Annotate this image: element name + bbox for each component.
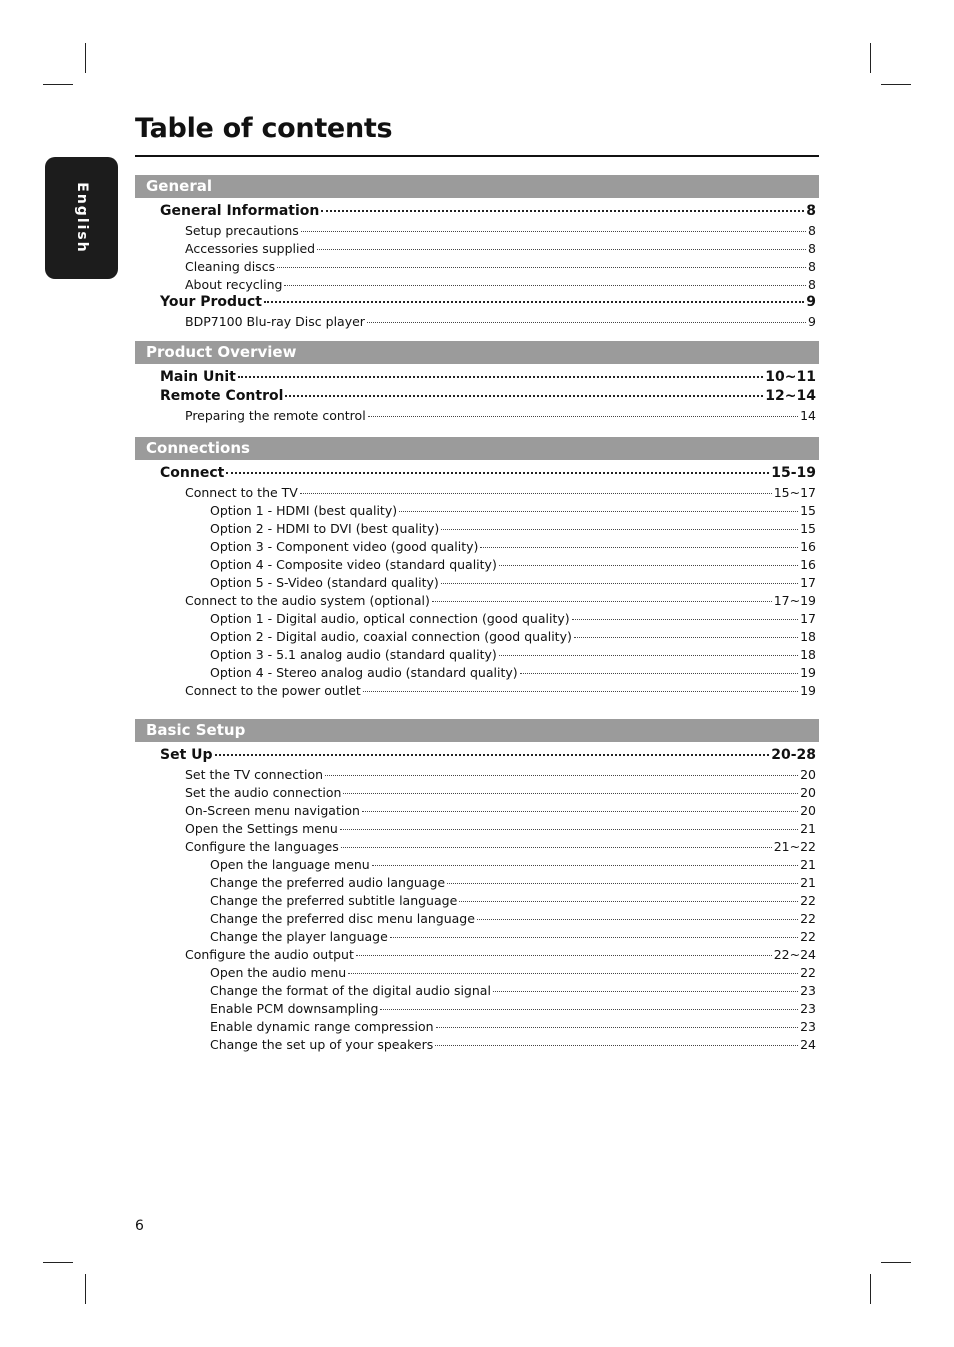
toc-entry-title: Open the Settings menu [185, 821, 338, 836]
toc-entry-title: About recycling [185, 277, 283, 292]
title-rule [135, 155, 819, 157]
toc-entry[interactable] [210, 927, 816, 946]
toc-entry-page: 23 [800, 1019, 816, 1034]
toc-entry-page: 22 [800, 911, 816, 926]
toc-entry[interactable] [185, 406, 816, 425]
toc-entry-title: Option 1 - Digital audio, optical connection (good quality) [210, 611, 570, 626]
toc-entry-title: Set Up [160, 747, 213, 763]
page-title: Table of contents [135, 113, 393, 144]
toc-entry-title: Remote Control [160, 388, 284, 404]
dot-leader [499, 655, 798, 656]
toc-entry[interactable] [210, 555, 816, 574]
dot-leader [477, 919, 798, 920]
toc-entry-title: Change the player language [210, 929, 388, 944]
dot-leader [238, 376, 763, 378]
toc-entry[interactable] [185, 765, 816, 784]
dot-leader [447, 883, 798, 884]
dot-leader [368, 416, 798, 417]
toc-entry-page: 8 [806, 203, 816, 219]
crop-mark [881, 1262, 911, 1263]
language-tab [45, 157, 118, 279]
toc-entry-title: Option 3 - 5.1 analog audio (standard quality) [210, 647, 497, 662]
toc-entry-title: On-Screen menu navigation [185, 803, 360, 818]
dot-leader [325, 775, 798, 776]
toc-entry-title: Setup precautions [185, 223, 299, 238]
toc-entry-page: 20 [800, 767, 816, 782]
section-heading: General [135, 175, 819, 198]
dot-leader [321, 210, 804, 212]
dot-leader [372, 865, 798, 866]
toc-entry-page: 21 [800, 857, 816, 872]
dot-leader [574, 637, 798, 638]
toc-entry-title: Open the language menu [210, 857, 370, 872]
toc-entry-title: Set the TV connection [185, 767, 324, 782]
dot-leader [343, 793, 798, 794]
toc-entry[interactable] [160, 368, 816, 387]
toc-entry[interactable] [160, 293, 816, 312]
toc-entry-page: 8 [808, 241, 816, 256]
dot-leader [432, 601, 772, 602]
toc-entry-title: Cleaning discs [185, 259, 276, 274]
toc-entry-title: Change the set up of your speakers [210, 1037, 434, 1052]
toc-entry-title: Set the audio connection [185, 785, 342, 800]
toc-entry-page: 22 [800, 893, 816, 908]
crop-mark [85, 1274, 86, 1304]
toc-entry[interactable] [185, 591, 816, 610]
toc-entry-page: 22~24 [773, 947, 816, 962]
toc-entry-page: 16 [800, 557, 816, 572]
toc-entry-page: 20 [800, 803, 816, 818]
dot-leader [317, 249, 806, 250]
dot-leader [380, 1009, 798, 1010]
toc-entry-page: 15 [800, 521, 816, 536]
section-heading: Connections [135, 437, 819, 460]
toc-entry[interactable] [185, 681, 816, 700]
toc-entry[interactable] [210, 519, 816, 538]
toc-entry-page: 19 [800, 665, 816, 680]
toc-entry[interactable] [210, 963, 816, 982]
dot-leader [493, 991, 798, 992]
toc-entry-page: 17 [800, 575, 816, 590]
toc-entry-title: Enable dynamic range compression [210, 1019, 434, 1034]
toc-entry[interactable] [210, 981, 816, 1000]
toc-entry-page: 15 [800, 503, 816, 518]
dot-leader [300, 493, 772, 494]
toc-entry[interactable] [210, 663, 816, 682]
section-heading: Product Overview [135, 341, 819, 364]
toc-entry-page: 22 [800, 965, 816, 980]
toc-entry[interactable] [185, 837, 816, 856]
toc-entry-title: General Information [160, 203, 320, 219]
toc-entry-title: Connect to the power outlet [185, 683, 361, 698]
dot-leader [441, 529, 798, 530]
toc-entry[interactable] [185, 239, 816, 258]
dot-leader [363, 691, 798, 692]
language-tab-label: English [73, 182, 90, 254]
toc-entry-page: 17 [800, 611, 816, 626]
dot-leader [499, 565, 798, 566]
dot-leader [277, 267, 806, 268]
toc-entry-page: 21 [800, 821, 816, 836]
dot-leader [399, 511, 798, 512]
toc-entry-title: BDP7100 Blu-ray Disc player [185, 314, 365, 329]
toc-entry-title: Change the format of the digital audio signal [210, 983, 491, 998]
dot-leader [390, 937, 798, 938]
toc-entry[interactable] [210, 1035, 816, 1054]
crop-mark [43, 84, 73, 85]
toc-entry-page: 22 [800, 929, 816, 944]
section-heading: Basic Setup [135, 719, 819, 742]
toc-entry-title: Connect to the audio system (optional) [185, 593, 430, 608]
toc-entry-page: 21~22 [773, 839, 816, 854]
toc-entry[interactable] [160, 202, 816, 221]
toc-entry-page: 24 [800, 1037, 816, 1052]
toc-entry-title: Change the preferred subtitle language [210, 893, 458, 908]
toc-entry[interactable] [185, 819, 816, 838]
toc-entry-page: 21 [800, 875, 816, 890]
crop-mark [870, 1274, 871, 1304]
toc-entry-title: Option 2 - HDMI to DVI (best quality) [210, 521, 440, 536]
toc-entry[interactable] [185, 483, 816, 502]
toc-entry[interactable] [210, 873, 816, 892]
toc-entry-title: Option 4 - Stereo analog audio (standard quality) [210, 665, 518, 680]
dot-leader [284, 285, 806, 286]
toc-entry-title: Option 5 - S-Video (standard quality) [210, 575, 439, 590]
toc-entry-title: Option 1 - HDMI (best quality) [210, 503, 398, 518]
toc-entry-title: Connect to the TV [185, 485, 298, 500]
toc-entry[interactable] [210, 909, 816, 928]
toc-entry-page: 23 [800, 983, 816, 998]
toc-entry-page: 17~19 [773, 593, 816, 608]
toc-entry-title: Configure the audio output [185, 947, 354, 962]
toc-entry[interactable] [185, 801, 816, 820]
toc-entry-page: 12~14 [765, 388, 816, 404]
dot-leader [340, 829, 798, 830]
toc-entry[interactable] [185, 312, 816, 331]
toc-entry-title: Configure the languages [185, 839, 339, 854]
toc-entry-title: Preparing the remote control [185, 408, 366, 423]
toc-entry-page: 18 [800, 629, 816, 644]
toc-entry-title: Your Product [160, 294, 262, 310]
toc-entry-page: 10~11 [765, 369, 816, 385]
toc-entry-page: 9 [806, 294, 816, 310]
toc-entry-page: 8 [808, 277, 816, 292]
toc-entry[interactable] [185, 221, 816, 240]
toc-entry[interactable] [210, 609, 816, 628]
toc-entry-page: 14 [800, 408, 816, 423]
dot-leader [348, 973, 798, 974]
toc-entry-title: Option 2 - Digital audio, coaxial connection (good quality) [210, 629, 572, 644]
crop-mark [881, 84, 911, 85]
dot-leader [356, 955, 772, 956]
toc-entry-page: 8 [808, 223, 816, 238]
toc-entry-page: 19 [800, 683, 816, 698]
dot-leader [436, 1027, 799, 1028]
toc-entry-page: 16 [800, 539, 816, 554]
toc-entry-title: Change the preferred audio language [210, 875, 446, 890]
toc-entry[interactable] [210, 573, 816, 592]
toc-entry-page: 18 [800, 647, 816, 662]
toc-entry[interactable] [185, 275, 816, 294]
dot-leader [362, 811, 798, 812]
toc-entry[interactable] [210, 999, 816, 1018]
toc-entry-title: Accessories supplied [185, 241, 316, 256]
toc-entry[interactable] [210, 501, 816, 520]
dot-leader [215, 754, 770, 756]
dot-leader [301, 231, 806, 232]
dot-leader [226, 472, 769, 474]
toc-entry-page: 15~17 [773, 485, 816, 500]
crop-mark [85, 43, 86, 73]
dot-leader [459, 901, 798, 902]
toc-entry-title: Connect [160, 465, 225, 481]
page-number: 6 [135, 1218, 144, 1234]
toc-entry-page: 9 [808, 314, 816, 329]
dot-leader [520, 673, 798, 674]
toc-entry[interactable] [210, 891, 816, 910]
toc-entry[interactable] [160, 464, 816, 483]
dot-leader [341, 847, 772, 848]
toc-entry[interactable] [210, 645, 816, 664]
toc-entry[interactable] [210, 855, 816, 874]
toc-entry-page: 15-19 [771, 465, 816, 481]
toc-entry[interactable] [160, 387, 816, 406]
crop-mark [43, 1262, 73, 1263]
dot-leader [480, 547, 798, 548]
toc-entry[interactable] [210, 537, 816, 556]
dot-leader [367, 322, 806, 323]
toc-entry-title: Open the audio menu [210, 965, 347, 980]
toc-entry-page: 20 [800, 785, 816, 800]
toc-entry[interactable] [185, 945, 816, 964]
toc-entry-title: Change the preferred disc menu language [210, 911, 475, 926]
toc-entry-page: 20-28 [771, 747, 816, 763]
dot-leader [435, 1045, 798, 1046]
toc-entry[interactable] [185, 257, 816, 276]
toc-entry[interactable] [210, 627, 816, 646]
toc-entry-page: 8 [808, 259, 816, 274]
toc-entry-title: Option 3 - Component video (good quality) [210, 539, 479, 554]
toc-entry-title: Main Unit [160, 369, 236, 385]
toc-entry-page: 23 [800, 1001, 816, 1016]
toc-entry[interactable] [160, 746, 816, 765]
dot-leader [264, 301, 804, 303]
toc-entry-title: Option 4 - Composite video (standard quality) [210, 557, 497, 572]
dot-leader [441, 583, 798, 584]
toc-entry-title: Enable PCM downsampling [210, 1001, 379, 1016]
toc-entry[interactable] [210, 1017, 816, 1036]
crop-mark [870, 43, 871, 73]
dot-leader [285, 395, 763, 397]
dot-leader [572, 619, 798, 620]
toc-entry[interactable] [185, 783, 816, 802]
